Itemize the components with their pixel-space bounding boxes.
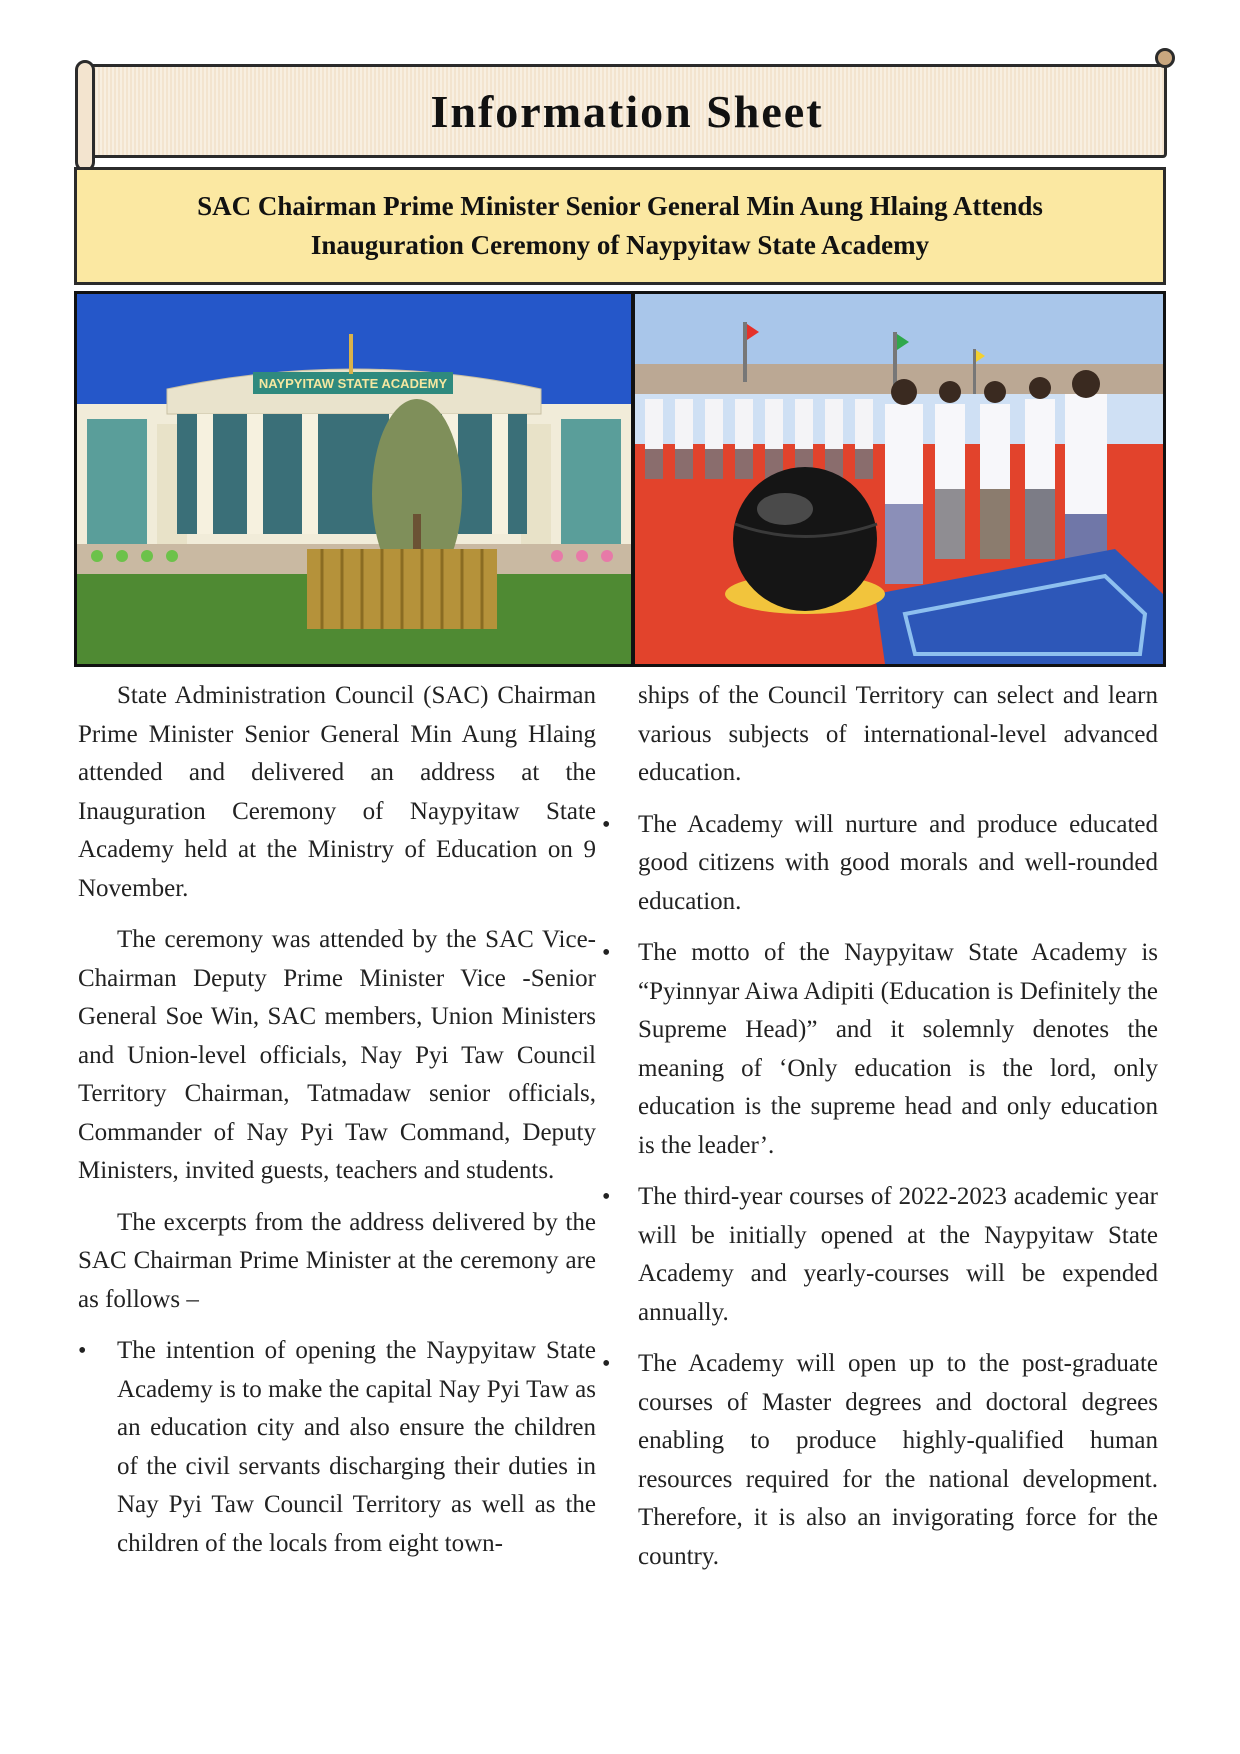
right-column xyxy=(602,677,1158,1589)
bullet-icon: • xyxy=(602,1184,611,1210)
bullet-item-1 xyxy=(78,1332,596,1563)
bullet-icon: • xyxy=(602,1351,611,1377)
headline-box xyxy=(74,167,1166,285)
photo-strip xyxy=(74,291,1166,667)
bullet-item-5 xyxy=(602,1345,1158,1576)
bullet-item-3 xyxy=(602,934,1158,1165)
academy-building-illustration xyxy=(77,294,631,664)
bullet-1-continuation: ships of the Council Territory can select and learn various subjects of international-level advanced education. xyxy=(638,682,1158,786)
paragraph-attendees: The ceremony was attended by the SAC Vice-Chairman Deputy Prime Minister Vice -Senior General Soe Win, SAC members, Union Ministers and Union-level officials, Nay Pyi Taw Council Territory Chairman, Tatmadaw senior officials, Commander of Nay Pyi Taw Command, Deputy Ministers, invited guests, teachers and students. xyxy=(78,926,596,1184)
bullet-icon: • xyxy=(602,811,611,838)
academy-sign-text: NAYPYITAW STATE ACADEMY xyxy=(258,376,448,391)
bullet-text: The Academy will nurture and produce educated good citizens with good morals and well-rounded education. xyxy=(638,810,1158,915)
paragraph-excerpts: The excerpts from the address delivered by the SAC Chairman Prime Minister at the ceremony are as follows – xyxy=(78,1208,596,1313)
bullet-text: The intention of opening the Naypyitaw State Academy is to make the capital Nay Pyi Taw as an education city and also ensure the children of the civil servants discharging their duties in Nay Pyi Taw Council Territory as well as the children of the locals from eight town- xyxy=(117,1337,596,1557)
bullet-item-2 xyxy=(602,806,1158,922)
ceremony-illustration xyxy=(635,294,1163,664)
academy-building-photo xyxy=(77,294,631,664)
headline-line-1: SAC Chairman Prime Minister Senior General Min Aung Hlaing Attends xyxy=(197,191,1043,221)
ceremony-photo xyxy=(635,294,1163,664)
headline-line-2: Inauguration Ceremony of Naypyitaw State Academy xyxy=(310,230,930,260)
left-column xyxy=(78,677,596,1576)
bullet-text: The Academy will open up to the post-graduate courses of Master degrees and doctoral degrees enabling to produce highly-qualified human resources required for the national development. Therefore, it is also an invigorating force for the country. xyxy=(638,1350,1158,1570)
paragraph-intro: State Administration Council (SAC) Chairman Prime Minister Senior General Min Aung Hlaing attended and delivered an address at the Inauguration Ceremony of Naypyitaw State Academy held at the Ministry of Education on 9 November. xyxy=(78,682,596,902)
scroll-curl-left xyxy=(75,60,95,172)
bullet-text: The third-year courses of 2022-2023 academic year will be initially opened at the Naypyitaw State Academy and yearly-courses will be expended annually. xyxy=(638,1183,1158,1326)
scroll-curl-right xyxy=(1155,48,1175,68)
bullet-text: The motto of the Naypyitaw State Academy is “Pyinnyar Aiwa Adipiti (Education is Definitely the Supreme Head)” and it solemnly denotes the meaning of ‘Only education is the lord, only education is the supreme head and only education is the leader’. xyxy=(638,939,1158,1159)
bullet-item-4 xyxy=(602,1178,1158,1332)
page-title: Information Sheet xyxy=(430,85,824,137)
title-scroll xyxy=(87,64,1167,158)
bullet-icon: • xyxy=(78,1338,87,1364)
title-banner xyxy=(75,60,1175,162)
bullet-icon: • xyxy=(602,940,611,966)
